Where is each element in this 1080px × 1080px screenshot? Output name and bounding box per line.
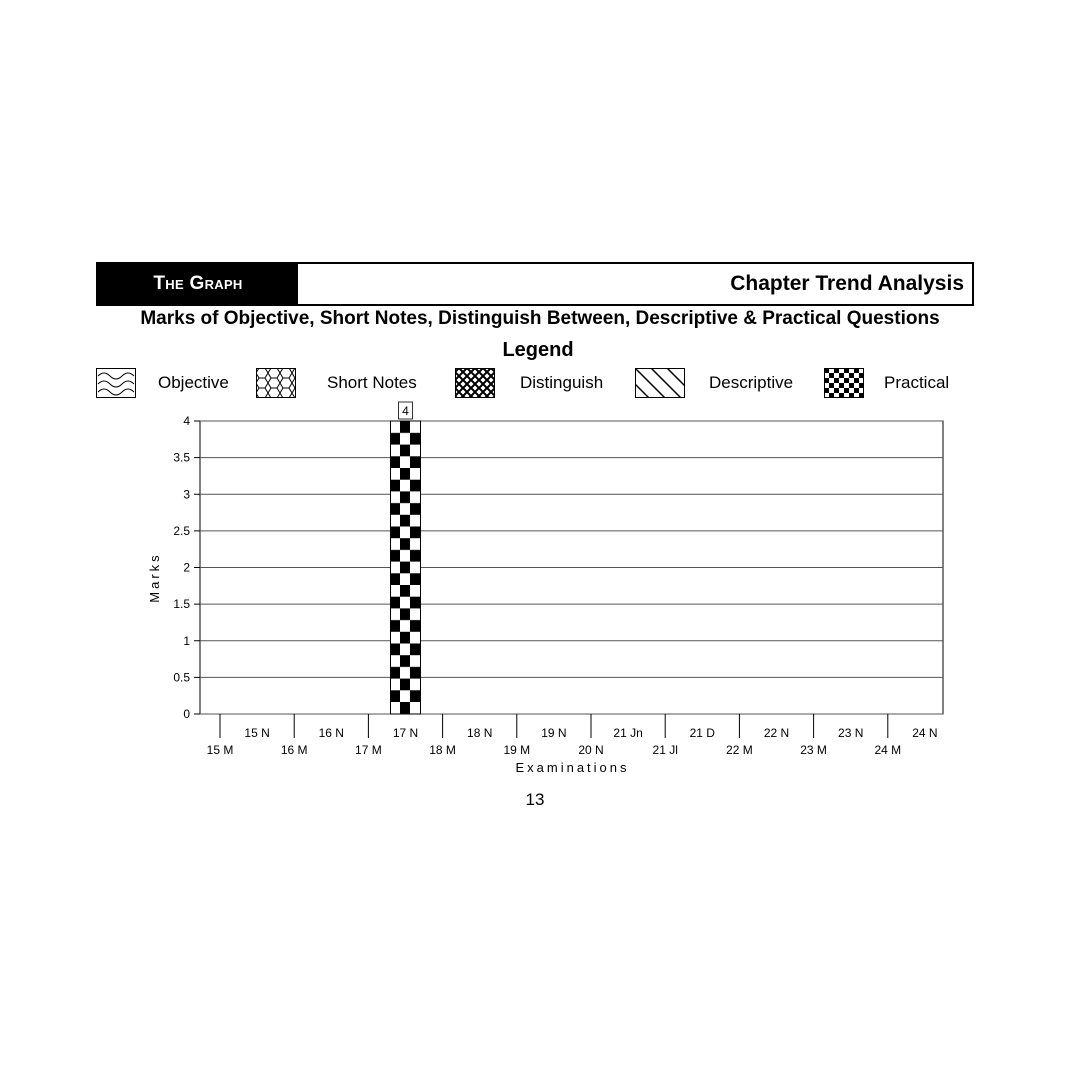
x-tick-label: 18 N [467,726,493,740]
honeycomb-icon [256,368,296,398]
wave-icon [96,368,136,398]
y-tick-label: 1.5 [173,597,190,612]
y-tick-label: 0.5 [173,670,190,685]
legend-label: Practical [884,373,950,392]
header-bar [96,262,974,306]
x-tick-label: 21 Jl [652,743,678,757]
y-tick-label: 1 [183,633,190,648]
x-tick-label: 16 N [318,726,344,740]
header-section-label: The Graph [98,264,298,304]
y-tick-label: 3.5 [173,450,190,465]
y-tick-label: 2.5 [173,523,190,538]
data-label: 4 [402,404,409,418]
x-tick-label: 21 Jn [613,726,643,740]
x-tick-label: 23 N [838,726,864,740]
bar-chart [0,400,1080,780]
legend-title: Legend [502,339,574,361]
page-number: 13 [525,790,545,809]
legend-label: Distinguish [520,373,604,392]
x-tick-label: 17 M [355,743,382,757]
x-tick-label: 15 M [206,743,234,757]
legend-label: Descriptive [709,373,794,392]
bar-practical [391,421,421,714]
y-tick-label: 2 [183,560,190,575]
chart-subtitle: Marks of Objective, Short Notes, Distinguish Between, Descriptive & Practical Questions [140,308,940,329]
legend-label: Short Notes [327,373,417,392]
weave-icon [455,368,495,398]
x-tick-label: 21 D [689,726,715,740]
x-tick-label: 19 N [541,726,567,740]
x-tick-label: 20 N [578,743,604,757]
y-tick-label: 4 [183,414,190,428]
y-axis-title: Marks [147,552,162,603]
diagonal-stripe-icon [635,368,685,398]
x-tick-label: 22 M [726,743,753,757]
x-tick-label: 22 N [763,726,790,740]
x-tick-label: 16 M [280,743,308,757]
y-tick-label: 0 [183,707,190,721]
x-tick-label: 23 M [800,743,827,757]
checker-icon [824,368,864,398]
x-tick-label: 17 N [392,726,419,740]
x-tick-label: 19 M [503,743,531,757]
header-title: Chapter Trend Analysis [730,272,964,295]
x-tick-label: 24 M [874,743,902,757]
x-tick-label: 18 M [429,743,456,757]
legend-label: Objective [158,373,229,392]
y-tick-label: 3 [183,487,190,502]
x-tick-label: 15 N [244,726,270,740]
x-tick-label: 24 N [912,726,938,740]
x-axis-title: Examinations [515,760,630,775]
legend [0,366,1080,402]
